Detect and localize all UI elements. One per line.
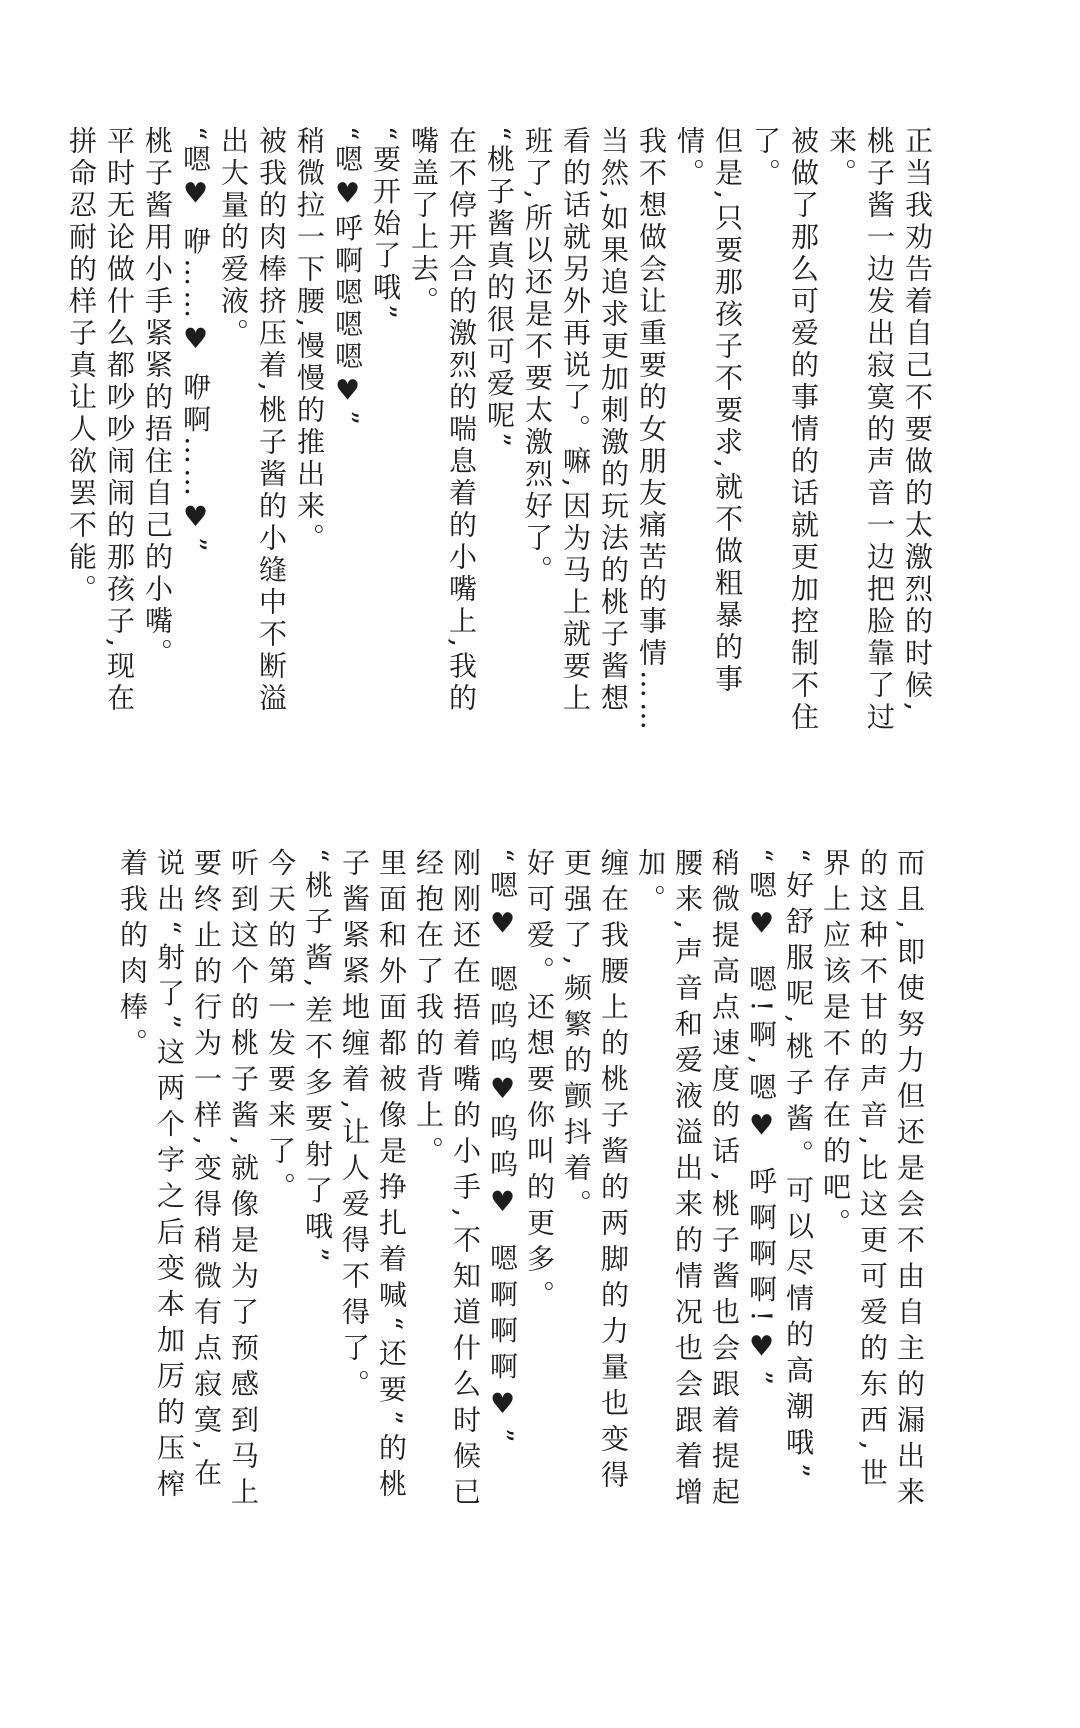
paragraph: 好可爱。还想要你叫的更多。 [523, 848, 556, 1316]
paragraph: 今天的第一发要来了。 [264, 848, 297, 1208]
paragraph: 但是,只要那孩子不要求,就不做粗暴的事情。 [673, 126, 744, 696]
paragraph: 里面和外面都被像是挣扎着喊“还要”的桃子酱紧紧地缠着,让人爱得不得了。 [338, 848, 408, 1505]
paragraph: 缠在我腰上的桃子酱的两脚的力量也变得更强了,频繁的颤抖着。 [560, 848, 630, 1496]
paragraph: 听到这个的桃子酱,就像是为了预感到马上要终止的行为一样,变得稍微有点寂寞,在说出“射了”这两个字之后变本加厉的压榨着我的肉棒。 [116, 848, 260, 1513]
paragraph: 而且,即使努力但还是会不由自主的漏出来的这种不甘的声音,比这更可爱的东西,世界上应该是不存在的吧。 [819, 848, 926, 1513]
paragraph: 正当我劝告着自己不要做的太激烈的时候,桃子酱一边发出寂寞的声音一边把脸靠了过来。 [825, 126, 934, 734]
paragraph: “好舒服呢,桃子酱。可以尽情的高潮哦” [782, 848, 815, 1486]
paragraph: 被我的肉棒挤压着,桃子酱的小缝中不断溢出大量的爱液。 [217, 126, 288, 715]
paragraph: 被做了那么可爱的事情的话就更加控制不住了。 [749, 126, 820, 734]
paragraph: “嗯♥呼啊嗯嗯嗯♥” [331, 126, 364, 429]
paragraph: 稍微提高点速度的话,桃子酱也会跟着提起腰来,声音和爱液溢出来的情况也会跟着增加。 [634, 848, 741, 1513]
text-block-upper [62, 126, 936, 742]
paragraph: 刚刚还在捂着嘴的小手,不知道什么时候已经抱在了我的背上。 [412, 848, 482, 1513]
paragraph: “桃子酱真的很可爱呢” [483, 126, 516, 451]
paragraph: “要开始了哦” [369, 126, 402, 323]
paragraph: 稍微拉一下腰,慢慢的推出来。 [293, 126, 326, 555]
paragraph: 我不想做会让重要的女朋友痛苦的事情……当然,如果追求更加刺激的玩法的桃子酱想看的话就另外再说了。嘛,因为马上就要上班了,所以还是不要太激烈好了。 [521, 126, 668, 734]
paragraph: “嗯♥ 嗯呜呜♥呜呜♥ 嗯啊啊啊♥” [486, 848, 519, 1451]
text-block-lower [114, 848, 928, 1518]
paragraph: 桃子酱用小手紧紧的捂住自己的小嘴。 [141, 126, 174, 670]
paragraph: 平时无论做什么都吵吵闹闹的那孩子,现在拼命忍耐的样子真让人欲罢不能。 [65, 126, 136, 715]
paragraph: “嗯♥ 咿……♥ 咿啊……♥” [179, 126, 212, 556]
paragraph: “桃子酱,差不多要射了哦” [301, 848, 334, 1270]
paragraph: “嗯♥ 嗯!啊,嗯♥ 呼啊啊啊!♥” [745, 848, 778, 1393]
paragraph: 在不停开合的激烈的喘息着的小嘴上,我的嘴盖了上去。 [407, 126, 478, 715]
